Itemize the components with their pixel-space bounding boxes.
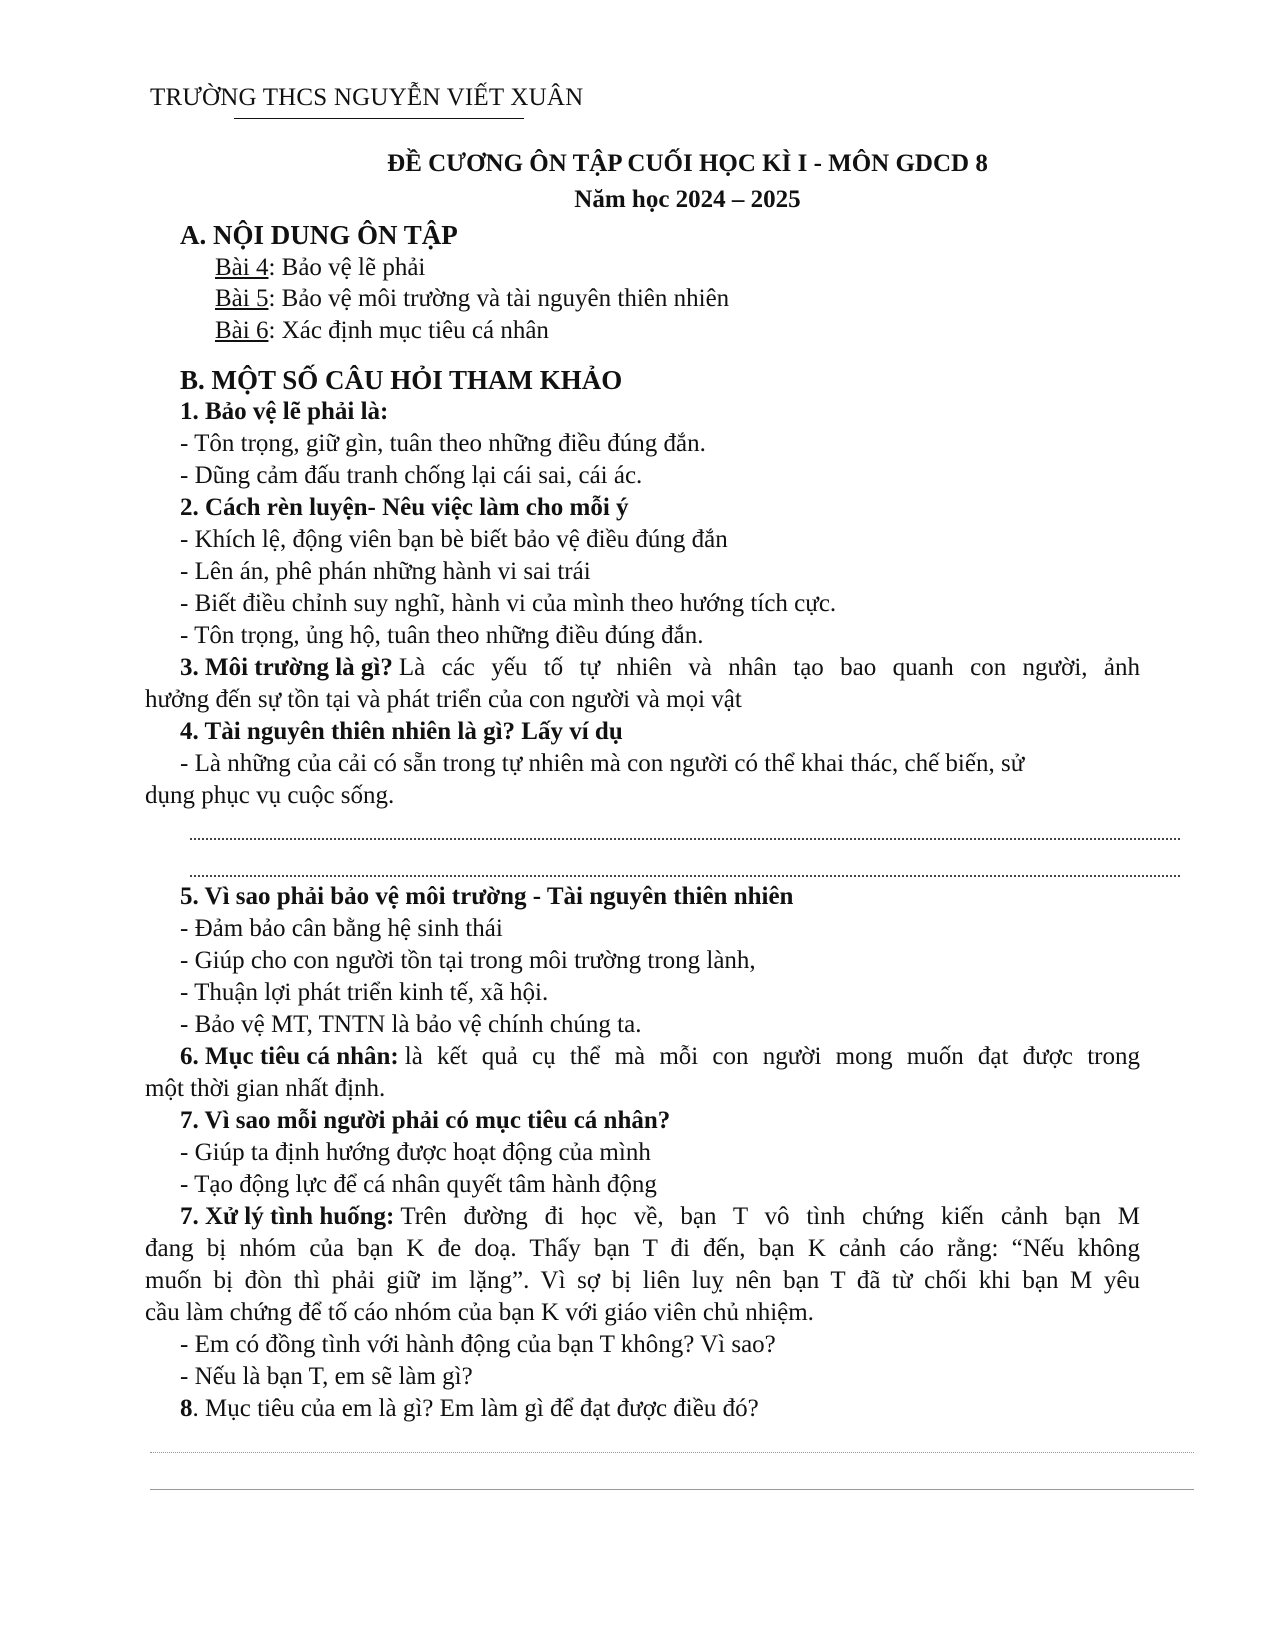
q4-text-1: - Là những của cải có sẵn trong tự nhiên mà con người có thể khai thác, chế biến, sử: [180, 750, 1025, 777]
lesson-6-label: Bài 6: [215, 317, 269, 344]
q8-line: [180, 1394, 759, 1424]
lesson-5-label: Bài 5: [215, 285, 269, 312]
q7b-text-4: cầu làm chứng để tố cáo nhóm của bạn K với giáo viên chủ nhiệm.: [145, 1299, 814, 1326]
lesson-5: [215, 284, 729, 314]
section-a-heading: A. NỘI DUNG ÔN TẬP: [180, 220, 458, 250]
q2-item: - Khích lệ, động viên bạn bè biết bảo vệ điều đúng đắn: [180, 526, 728, 553]
q3-line1: [180, 653, 1140, 683]
lesson-6: [215, 316, 549, 346]
q1-item: - Dũng cảm đấu tranh chống lại cái sai, cái ác.: [180, 462, 643, 489]
answer-line: [150, 1452, 1194, 1453]
q5-title: 5. Vì sao phải bảo vệ môi trường - Tài nguyên thiên nhiên: [180, 883, 794, 910]
q4-title: 4. Tài nguyên thiên nhiên là gì? Lấy ví dụ: [180, 718, 623, 745]
q7-item: - Giúp ta định hướng được hoạt động của mình: [180, 1139, 651, 1166]
lesson-4: [215, 253, 425, 283]
q7b-text-3: muốn bị đòn thì phải giữ im lặng”. Vì sợ bị liên luỵ nên bạn T đã từ chối khi bạn M yêu: [145, 1267, 1140, 1294]
document-title: ĐỀ CƯƠNG ÔN TẬP CUỐI HỌC KÌ I - MÔN GDCD 8: [387, 150, 988, 177]
lesson-5-text: : Bảo vệ môi trường và tài nguyên thiên nhiên: [268, 285, 730, 312]
lesson-6-text: : Xác định mục tiêu cá nhân: [268, 317, 549, 344]
q1-title: 1. Bảo vệ lẽ phải là:: [180, 398, 389, 425]
q2-title: 2. Cách rèn luyện- Nêu việc làm cho mỗi ý: [180, 494, 629, 521]
q6-text-2: một thời gian nhất định.: [145, 1075, 386, 1102]
q7b-text-1: Trên đường đi học về, bạn T vô tình chứng kiến cảnh bạn M: [400, 1203, 1140, 1230]
q7-title: 7. Vì sao mỗi người phải có mục tiêu cá nhân?: [180, 1107, 671, 1134]
q8-text: . Mục tiêu của em là gì? Em làm gì để đạt được điều đó?: [192, 1395, 759, 1422]
lesson-4-text: : Bảo vệ lẽ phải: [268, 254, 426, 281]
school-year: Năm học 2024 – 2025: [574, 186, 801, 213]
answer-dotted-line: [190, 875, 1180, 877]
answer-dotted-line: [190, 838, 1180, 840]
q6-title: 6. Mục tiêu cá nhân:: [180, 1043, 399, 1070]
q6-text-1: là kết quả cụ thể mà mỗi con người mong muốn đạt được trong: [404, 1043, 1140, 1070]
q5-item: - Bảo vệ MT, TNTN là bảo vệ chính chúng ta.: [180, 1011, 642, 1038]
q7b-line1: [180, 1202, 1140, 1232]
q7b-title: 7. Xử lý tình huống:: [180, 1203, 395, 1230]
school-underline: [234, 118, 524, 119]
q2-item: - Biết điều chỉnh suy nghĩ, hành vi của mình theo hướng tích cực.: [180, 590, 837, 617]
q1-item: - Tôn trọng, giữ gìn, tuân theo những điều đúng đắn.: [180, 430, 706, 457]
q5-item: - Thuận lợi phát triển kinh tế, xã hội.: [180, 979, 549, 1006]
q6-line1: [180, 1042, 1140, 1072]
section-b-heading: B. MỘT SỐ CÂU HỎI THAM KHẢO: [180, 365, 623, 395]
q2-item: - Lên án, phê phán những hành vi sai trái: [180, 558, 591, 585]
q5-item: - Đảm bảo cân bằng hệ sinh thái: [180, 915, 503, 942]
q8-number: 8: [180, 1395, 193, 1422]
q3-text-2: hưởng đến sự tồn tại và phát triển của con người và mọi vật: [145, 686, 742, 713]
q4-text-2: dụng phục vụ cuộc sống.: [145, 782, 395, 809]
lesson-4-label: Bài 4: [215, 254, 269, 281]
q2-item: - Tôn trọng, ủng hộ, tuân theo những điều đúng đắn.: [180, 622, 704, 649]
q3-text-1: Là các yếu tố tự nhiên và nhân tạo bao quanh con người, ảnh: [398, 654, 1140, 681]
q7b-text-2: đang bị nhóm của bạn K đe doạ. Thấy bạn T đi đến, bạn K cảnh cáo rằng: “Nếu không: [145, 1235, 1140, 1262]
q5-item: - Giúp cho con người tồn tại trong môi trường trong lành,: [180, 947, 756, 974]
school-name: TRƯỜNG THCS NGUYỄN VIẾT XUÂN: [150, 84, 584, 111]
answer-line: [150, 1489, 1194, 1490]
q7b-item: - Em có đồng tình với hành động của bạn T không? Vì sao?: [180, 1331, 776, 1358]
q3-title: 3. Môi trường là gì?: [180, 654, 393, 681]
q7b-item: - Nếu là bạn T, em sẽ làm gì?: [180, 1363, 473, 1390]
q7-item: - Tạo động lực để cá nhân quyết tâm hành động: [180, 1171, 657, 1198]
